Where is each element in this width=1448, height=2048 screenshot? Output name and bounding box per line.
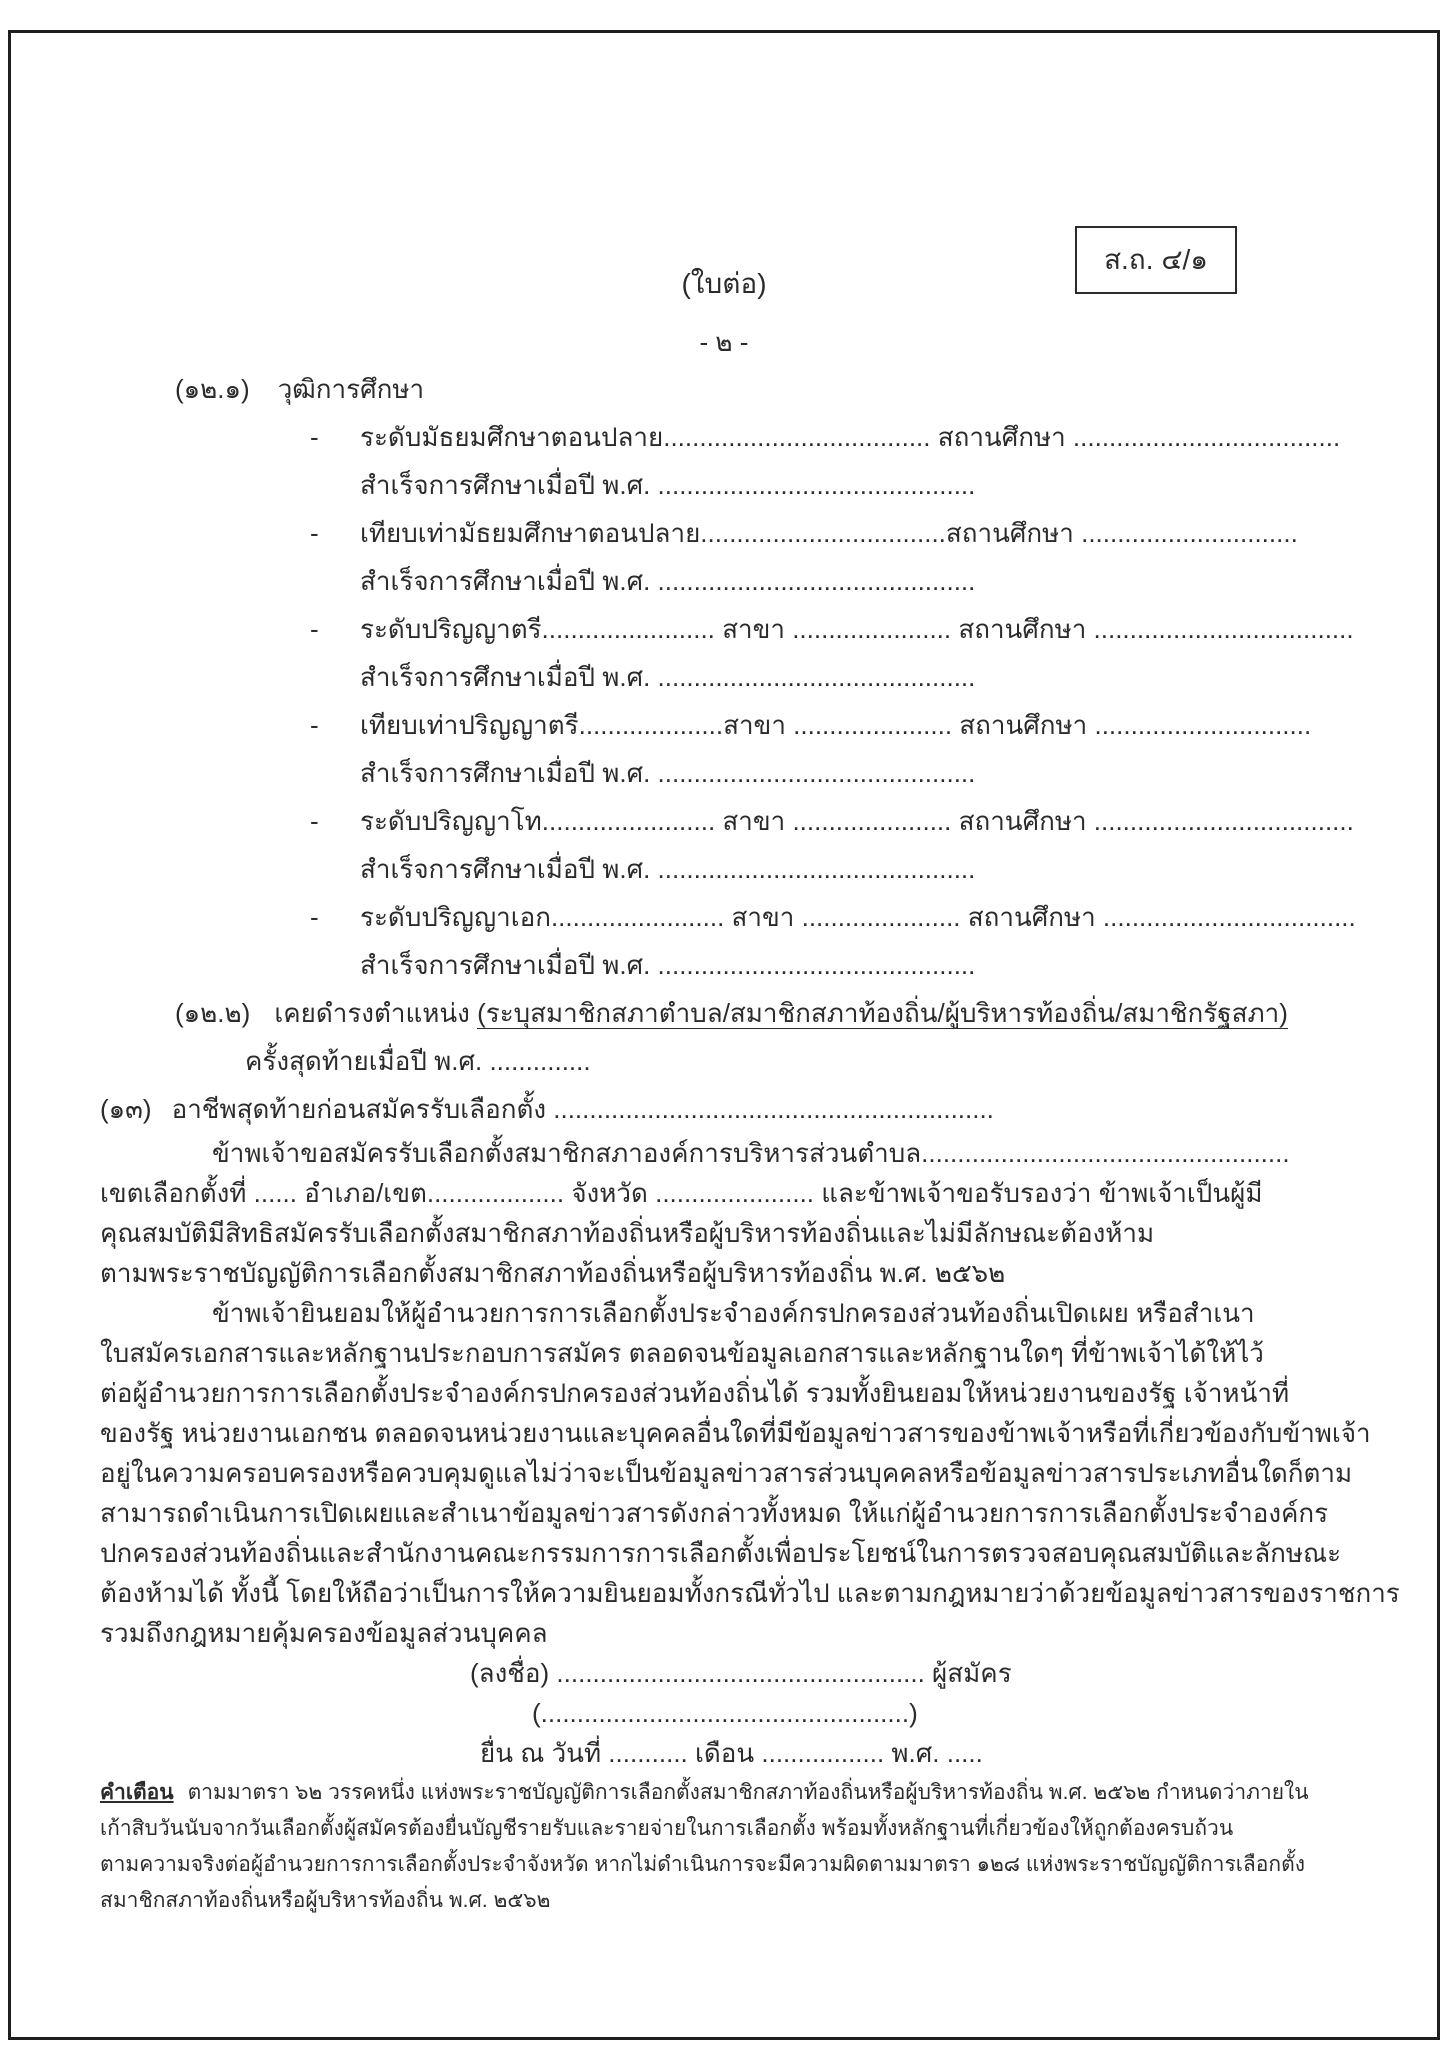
consent-line: รวมถึงกฎหมายคุ้มครองข้อมูลส่วนบุคคล: [100, 1618, 548, 1648]
education-entry-line: [100, 893, 1356, 941]
warning-line: [100, 1775, 1348, 1811]
consent-line: สามารถดำเนินการเปิดเผยและสำเนาข้อมูลข่าวสารดังกล่าวทั้งหมด ให้แก่ผู้อำนวยการการเลือกตั้งประจำองค์กร: [100, 1498, 1329, 1528]
occupation-text: อาชีพสุดท้ายก่อนสมัครรับเลือกตั้ง .............................................................: [171, 1094, 994, 1124]
positions-held-text: เคยดำรงตำแหน่ง: [274, 998, 470, 1028]
section-occupation-label: (๑๓): [100, 1094, 152, 1124]
section-occupation: [100, 1085, 1348, 1133]
form-content: [100, 365, 1400, 1919]
education-entry-text: ระดับมัธยมศึกษาตอนปลาย..................................... สถานศึกษา .....................................: [360, 422, 1341, 452]
bullet-dash: -: [310, 518, 319, 548]
education-entry-text: ระดับปริญญาตรี........................ สาขา ...................... สถานศึกษา ....................................: [360, 614, 1354, 644]
education-entry-line: สำเร็จการศึกษาเมื่อปี พ.ศ. ............................................: [360, 758, 976, 788]
education-entry-line: สำเร็จการศึกษาเมื่อปี พ.ศ. ............................................: [360, 662, 976, 692]
positions-held-hint: (ระบุสมาชิกสภาตำบล/สมาชิกสภาท้องถิ่น/ผู้บริหารท้องถิ่น/สมาชิกรัฐสภา): [477, 998, 1288, 1028]
education-entry-line: สำเร็จการศึกษาเมื่อปี พ.ศ. ............................................: [360, 854, 976, 884]
education-entry-text: เทียบเท่ามัธยมศึกษาตอนปลาย..................................สถานศึกษา ..............................: [360, 518, 1298, 548]
bullet-dash: -: [310, 614, 319, 644]
declaration-line: เขตเลือกตั้งที่ ...... อำเภอ/เขต................... จังหวัด ...................... และข้าพเจ้าขอรับรองว่า ข้าพเจ้าเป็นผู้มี: [100, 1178, 1263, 1208]
education-entry-line: [100, 413, 1348, 461]
signature-sign-line: (ลงชื่อ) ................................................... ผู้สมัคร: [470, 1658, 1012, 1688]
bullet-dash: -: [310, 806, 319, 836]
bullet-dash: -: [310, 902, 319, 932]
education-entry-line: [100, 797, 1354, 845]
declaration-line: ข้าพเจ้าขอสมัครรับเลือกตั้งสมาชิกสภาองค์การบริหารส่วนตำบล...................................................: [212, 1138, 1290, 1168]
warning-line: ตามความจริงต่อผู้อำนวยการการเลือกตั้งประจำจังหวัด หากไม่ดำเนินการจะมีความผิดตามมาตรา ๑๒๘ แห่งพระราชบัญญัติการเลือกตั้ง: [100, 1853, 1306, 1876]
education-entry-text: เทียบเท่าปริญญาตรี....................สาขา ...................... สถานศึกษา ..............................: [360, 710, 1312, 740]
education-entry-line: [100, 605, 1354, 653]
warning-line: เก้าสิบวันนับจากวันเลือกตั้งผู้สมัครต้องยื่นบัญชีรายรับและรายจ่ายในการเลือกตั้ง พร้อมทั้งหลักฐานที่เกี่ยวข้องให้ถูกต้องครบถ้วน: [100, 1817, 1234, 1840]
education-entry-line: สำเร็จการศึกษาเมื่อปี พ.ศ. ............................................: [360, 470, 976, 500]
declaration-line: ตามพระราชบัญญัติการเลือกตั้งสมาชิกสภาท้องถิ่นหรือผู้บริหารท้องถิ่น พ.ศ. ๒๕๖๒: [100, 1258, 1006, 1288]
declaration-paragraph: [100, 1133, 1348, 1293]
education-entry-line: สำเร็จการศึกษาเมื่อปี พ.ศ. ............................................: [360, 950, 976, 980]
warning-label: คำเตือน: [100, 1781, 174, 1804]
section-education-title: วุฒิการศึกษา: [277, 374, 425, 404]
positions-last-time-line: ครั้งสุดท้ายเมื่อปี พ.ศ. ..............: [245, 1046, 591, 1076]
education-entry-line: สำเร็จการศึกษาเมื่อปี พ.ศ. ............................................: [360, 566, 976, 596]
submission-date-line: ยื่น ณ วันที่ ........... เดือน ................. พ.ศ. .....: [480, 1738, 983, 1768]
section-positions-held: [100, 989, 1348, 1037]
signature-block: [100, 1653, 1348, 1773]
section-positions-label: (๑๒.๒): [175, 998, 251, 1028]
consent-line: อยู่ในความครอบครองหรือควบคุมดูแลไม่ว่าจะเป็นข้อมูลข่าวสารส่วนบุคคลหรือข้อมูลข่าวสารประเภทอื่นใดก็ตาม: [100, 1458, 1353, 1488]
consent-line: ต้องห้ามได้ ทั้งนี้ โดยให้ถือว่าเป็นการให้ความยินยอมทั้งกรณีทั่วไป และตามกฎหมายว่าด้วยข้อมูลข่าวสารของราชการ: [100, 1578, 1400, 1608]
section-education-header: [100, 365, 1348, 413]
warning-block: [100, 1775, 1348, 1919]
sheet-title: (ใบต่อ): [681, 268, 767, 299]
consent-line: ข้าพเจ้ายินยอมให้ผู้อำนวยการการเลือกตั้งประจำองค์กรปกครองส่วนท้องถิ่นเปิดเผย หรือสำเนา: [212, 1298, 1255, 1328]
bullet-dash: -: [310, 710, 319, 740]
section-education-label: (๑๒.๑): [175, 374, 250, 404]
consent-line: ของรัฐ หน่วยงานเอกชน ตลอดจนหน่วยงานและบุคคลอื่นใดที่มีข้อมูลข่าวสารของข้าพเจ้าหรือที่เกี่ยวข้องกับข้าพเจ้า: [100, 1418, 1371, 1448]
education-entry-text: ระดับปริญญาเอก........................ สาขา ...................... สถานศึกษา ...................................: [360, 902, 1356, 932]
warning-text: ตามมาตรา ๖๒ วรรคหนึ่ง แห่งพระราชบัญญัติการเลือกตั้งสมาชิกสภาท้องถิ่นหรือผู้บริหารท้องถิ่น พ.ศ. ๒๕๖๒ กำหนดว่าภายใน: [187, 1781, 1309, 1804]
form-code: ส.ถ. ๔/๑: [1103, 244, 1209, 275]
education-entry-line: [100, 509, 1348, 557]
education-entry-text: ระดับปริญญาโท........................ สาขา ...................... สถานศึกษา ....................................: [360, 806, 1354, 836]
declaration-line: คุณสมบัติมีสิทธิสมัครรับเลือกตั้งสมาชิกสภาท้องถิ่นหรือผู้บริหารท้องถิ่นและไม่มีลักษณะต้องห้าม: [100, 1218, 1155, 1248]
consent-line: ต่อผู้อำนวยการการเลือกตั้งประจำองค์กรปกครองส่วนท้องถิ่นได้ รวมทั้งยินยอมให้หน่วยงานของรัฐ เจ้าหน้าที่: [100, 1378, 1290, 1408]
consent-line: ปกครองส่วนท้องถิ่นและสำนักงานคณะกรรมการการเลือกตั้งเพื่อประโยชน์ในการตรวจสอบคุณสมบัติและลักษณะ: [100, 1538, 1342, 1568]
consent-line: ใบสมัครเอกสารและหลักฐานประกอบการสมัคร ตลอดจนข้อมูลเอกสารและหลักฐานใดๆ ที่ข้าพเจ้าได้ให้ไว้: [100, 1338, 1264, 1368]
signature-name-line: (...................................................): [532, 1698, 918, 1728]
bullet-dash: -: [310, 422, 319, 452]
warning-line: สมาชิกสภาท้องถิ่นหรือผู้บริหารท้องถิ่น พ.ศ. ๒๕๖๒: [100, 1889, 551, 1912]
page-number: - ๒ -: [699, 327, 749, 357]
education-entry-line: [100, 701, 1348, 749]
consent-paragraph: [100, 1293, 1400, 1653]
